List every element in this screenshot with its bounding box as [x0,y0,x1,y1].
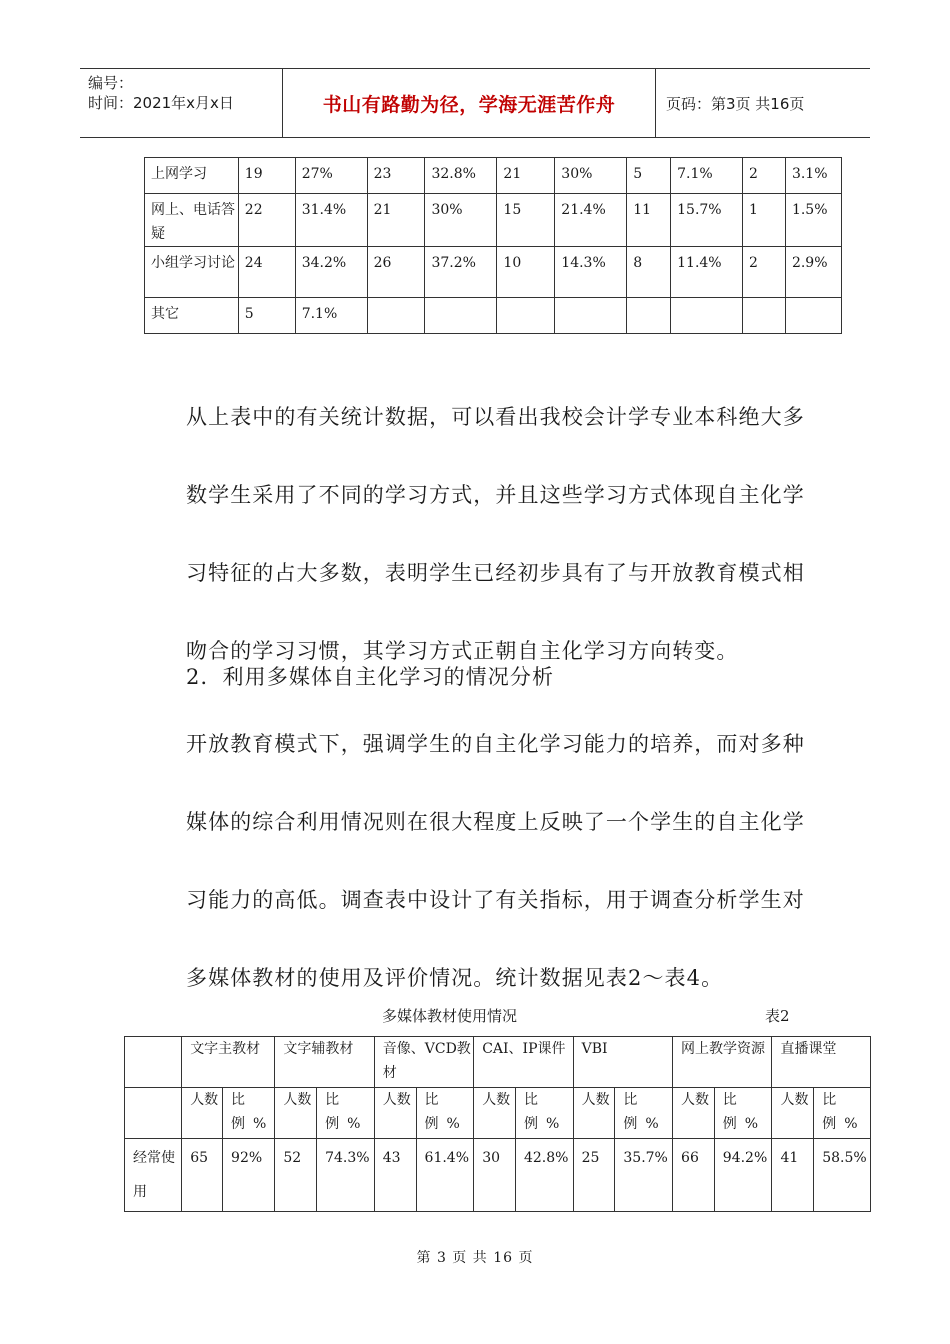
table-cell: 35.7% [615,1139,673,1212]
count-subheader: 人数 [573,1088,615,1139]
table-cell [743,298,786,334]
table-cell [425,298,497,334]
ratio-subheader: 比例% [714,1088,772,1139]
table-cell [627,298,671,334]
table-row [145,247,842,298]
table-cell: 3.1% [785,158,841,194]
table-cell: 7.1% [295,298,367,334]
table-cell: 26 [367,247,425,298]
media-type-header: 文字主教材 [182,1037,275,1088]
ratio-subheader: 比例% [317,1088,375,1139]
multimedia-usage-table [124,1036,871,1212]
table-cell: 21 [497,158,555,194]
table-cell [497,298,555,334]
media-type-header: 直播课堂 [772,1037,871,1088]
count-subheader: 人数 [275,1088,317,1139]
table2-label: 表2 [765,1007,790,1025]
table-cell [671,298,743,334]
table-cell [785,298,841,334]
count-subheader: 人数 [182,1088,223,1139]
ratio-subheader: 比例% [223,1088,275,1139]
table-cell: 21.4% [555,194,627,247]
table-cell: 11 [627,194,671,247]
table-cell: 30% [555,158,627,194]
table-cell [367,298,425,334]
table-cell: 61.4% [416,1139,474,1212]
table-cell: 30 [474,1139,516,1212]
table-cell: 65 [182,1139,223,1212]
table-cell: 24 [238,247,295,298]
table-cell: 5 [238,298,295,334]
table-row [145,298,842,334]
media-type-header: 音像、VCD教材 [374,1037,473,1088]
table-cell: 27% [295,158,367,194]
table-cell: 42.8% [515,1139,573,1212]
corner-cell [125,1088,182,1139]
media-type-header: 网上教学资源 [673,1037,772,1088]
table-cell: 11.4% [671,247,743,298]
page-header [80,68,870,138]
time-label: 时间：2021年x月x日 [88,94,234,112]
ratio-subheader: 比例% [615,1088,673,1139]
header-meta [80,69,283,137]
header-page-label: 页码：第3页 共16页 [666,94,805,113]
table-cell: 14.3% [555,247,627,298]
media-type-header: VBI [573,1037,672,1088]
media-type-header: CAI、IP课件 [474,1037,573,1088]
table-cell: 2.9% [785,247,841,298]
paragraph-1: 从上表中的有关统计数据，可以看出我校会计学专业本科绝大多数学生采用了不同的学习方式，并且这些学习方式体现自主化学习特征的占大多数，表明学生已经初步具有了与开放教育模式相吻合的学习习惯，其学习方式正朝自主化学习方向转变。 [186,405,805,663]
table-cell: 25 [573,1139,615,1212]
table-cell: 19 [238,158,295,194]
paragraph-2: 开放教育模式下，强调学生的自主化学习能力的培养，而对多种媒体的综合利用情况则在很大程度上反映了一个学生的自主化学习能力的高低。调查表中设计了有关指标，用于调查分析学生对多媒体教材的使用及评价情况。统计数据见表2～表4。 [186,732,805,990]
section-heading: 2．利用多媒体自主化学习的情况分析 [186,665,555,689]
table-cell: 74.3% [317,1139,375,1212]
table-cell: 1.5% [785,194,841,247]
row-label-cell: 经常使用 [125,1139,182,1212]
count-subheader: 人数 [374,1088,416,1139]
table-cell: 15 [497,194,555,247]
table-cell: 30% [425,194,497,247]
number-label: 编号： [88,74,134,92]
table-cell: 2 [743,158,786,194]
table-row [145,158,842,194]
table-cell: 37.2% [425,247,497,298]
table-cell: 7.1% [671,158,743,194]
table-cell: 94.2% [714,1139,772,1212]
table2-caption: 多媒体教材使用情况 [382,1007,518,1025]
table-cell: 41 [772,1139,814,1212]
table-cell: 23 [367,158,425,194]
table-cell: 2 [743,247,786,298]
table-cell: 1 [743,194,786,247]
table-cell: 43 [374,1139,416,1212]
table-cell: 21 [367,194,425,247]
table-cell: 34.2% [295,247,367,298]
row-label-cell: 上网学习 [145,158,239,194]
table-cell: 66 [673,1139,715,1212]
ratio-subheader: 比例% [416,1088,474,1139]
table-cell: 10 [497,247,555,298]
ratio-subheader: 比例% [515,1088,573,1139]
table-cell: 31.4% [295,194,367,247]
table-cell [555,298,627,334]
count-subheader: 人数 [673,1088,715,1139]
table-cell: 32.8% [425,158,497,194]
row-label-cell: 小组学习讨论 [145,247,239,298]
table-row [145,194,842,247]
table-cell: 22 [238,194,295,247]
table-cell: 52 [275,1139,317,1212]
page-footer: 第 3 页 共 16 页 [416,1250,534,1266]
table-cell: 58.5% [814,1139,871,1212]
count-subheader: 人数 [772,1088,814,1139]
corner-cell [125,1037,182,1088]
row-label-cell: 网上、电话答疑 [145,194,239,247]
count-subheader: 人数 [474,1088,516,1139]
row-label-cell: 其它 [145,298,239,334]
table-cell: 5 [627,158,671,194]
header-motto: 书山有路勤为径，学海无涯苦作舟 [283,69,656,137]
learning-methods-table [144,157,842,334]
table-cell: 92% [223,1139,275,1212]
ratio-subheader: 比例% [814,1088,871,1139]
table-cell: 15.7% [671,194,743,247]
table-cell: 8 [627,247,671,298]
media-type-header: 文字辅教材 [275,1037,374,1088]
